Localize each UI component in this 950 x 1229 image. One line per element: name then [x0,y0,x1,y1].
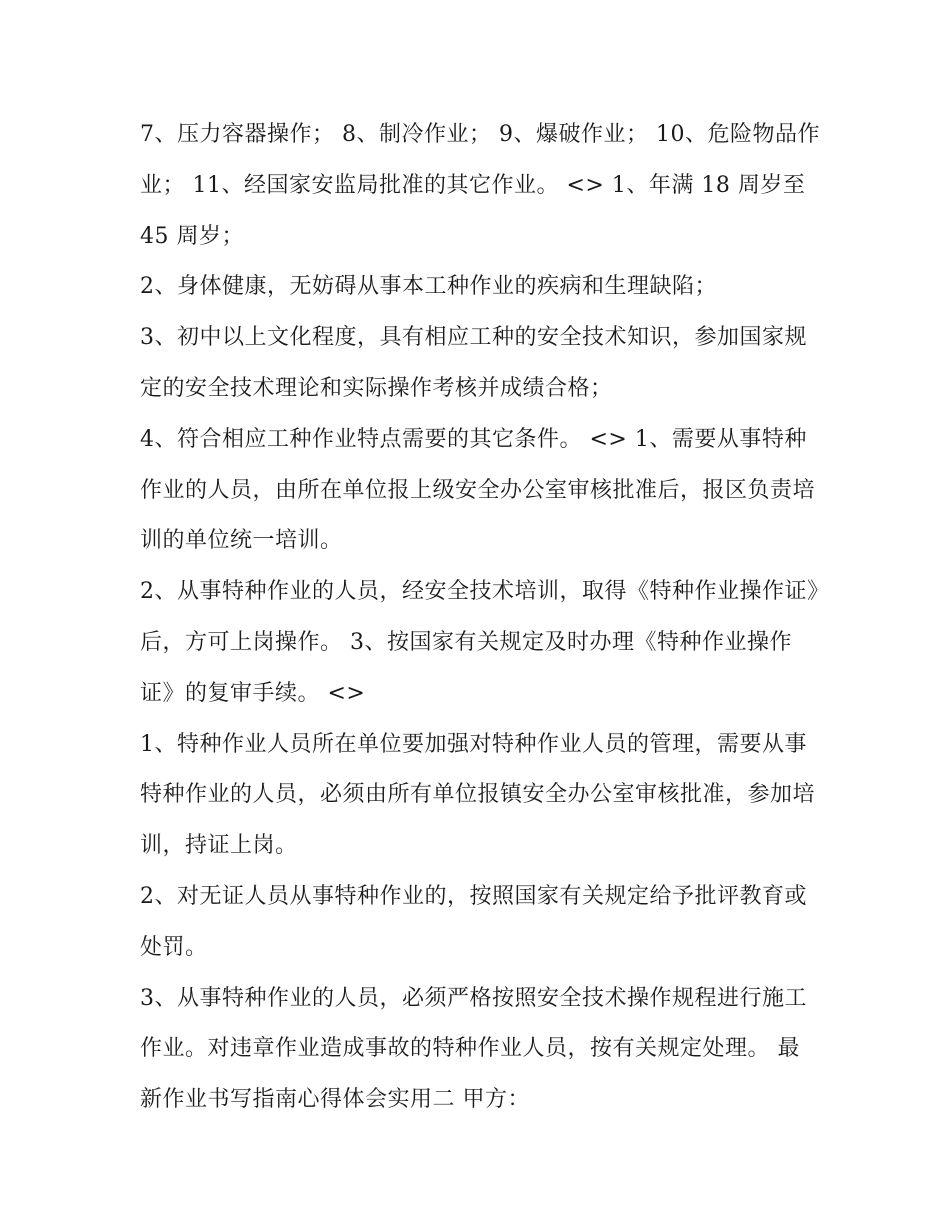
paragraph-8: 3、从事特种作业的人员，必须严格按照安全技术操作规程进行施工作业。对违章作业造成事故的特种作业人员，按有关规定处理。 最新作业书写指南心得体会实用二 甲方： [140,985,807,1113]
paragraph-5: 2、从事特种作业的人员，经安全技术培训，取得《特种作业操作证》后，方可上岗操作。 3、按国家有关规定及时办理《特种作业操作证》的复审手续。 <> [140,579,819,706]
document-body [140,110,820,1126]
paragraph-3: 3、初中以上文化程度，具有相应工种的安全技术知识，参加国家规定的安全技术理论和实际操作考核并成绩合格； [140,325,807,401]
paragraph-1: 7、压力容器操作； 8、制冷作业； 9、爆破作业； 10、危险物品作业； 11、经国家安监局批准的其它作业。 <> 1、年满 18 周岁至 45 周岁； [140,122,820,249]
paragraph-7: 2、对无证人员从事特种作业的，按照国家有关规定给予批评教育或处罚。 [140,883,807,960]
paragraph-4: 4、符合相应工种作业特点需要的其它条件。 <> 1、需要从事特种作业的人员，由所在单位报上级安全办公室审核批准后，报区负责培训的单位统一培训。 [140,426,816,554]
paragraph-2: 2、身体健康，无妨碍从事本工种作业的疾病和生理缺陷； [140,274,717,300]
paragraph-6: 1、特种作业人员所在单位要加强对特种作业人员的管理，需要从事特种作业的人员，必须由所有单位报镇安全办公室审核批准，参加培训，持证上岗。 [140,731,816,859]
